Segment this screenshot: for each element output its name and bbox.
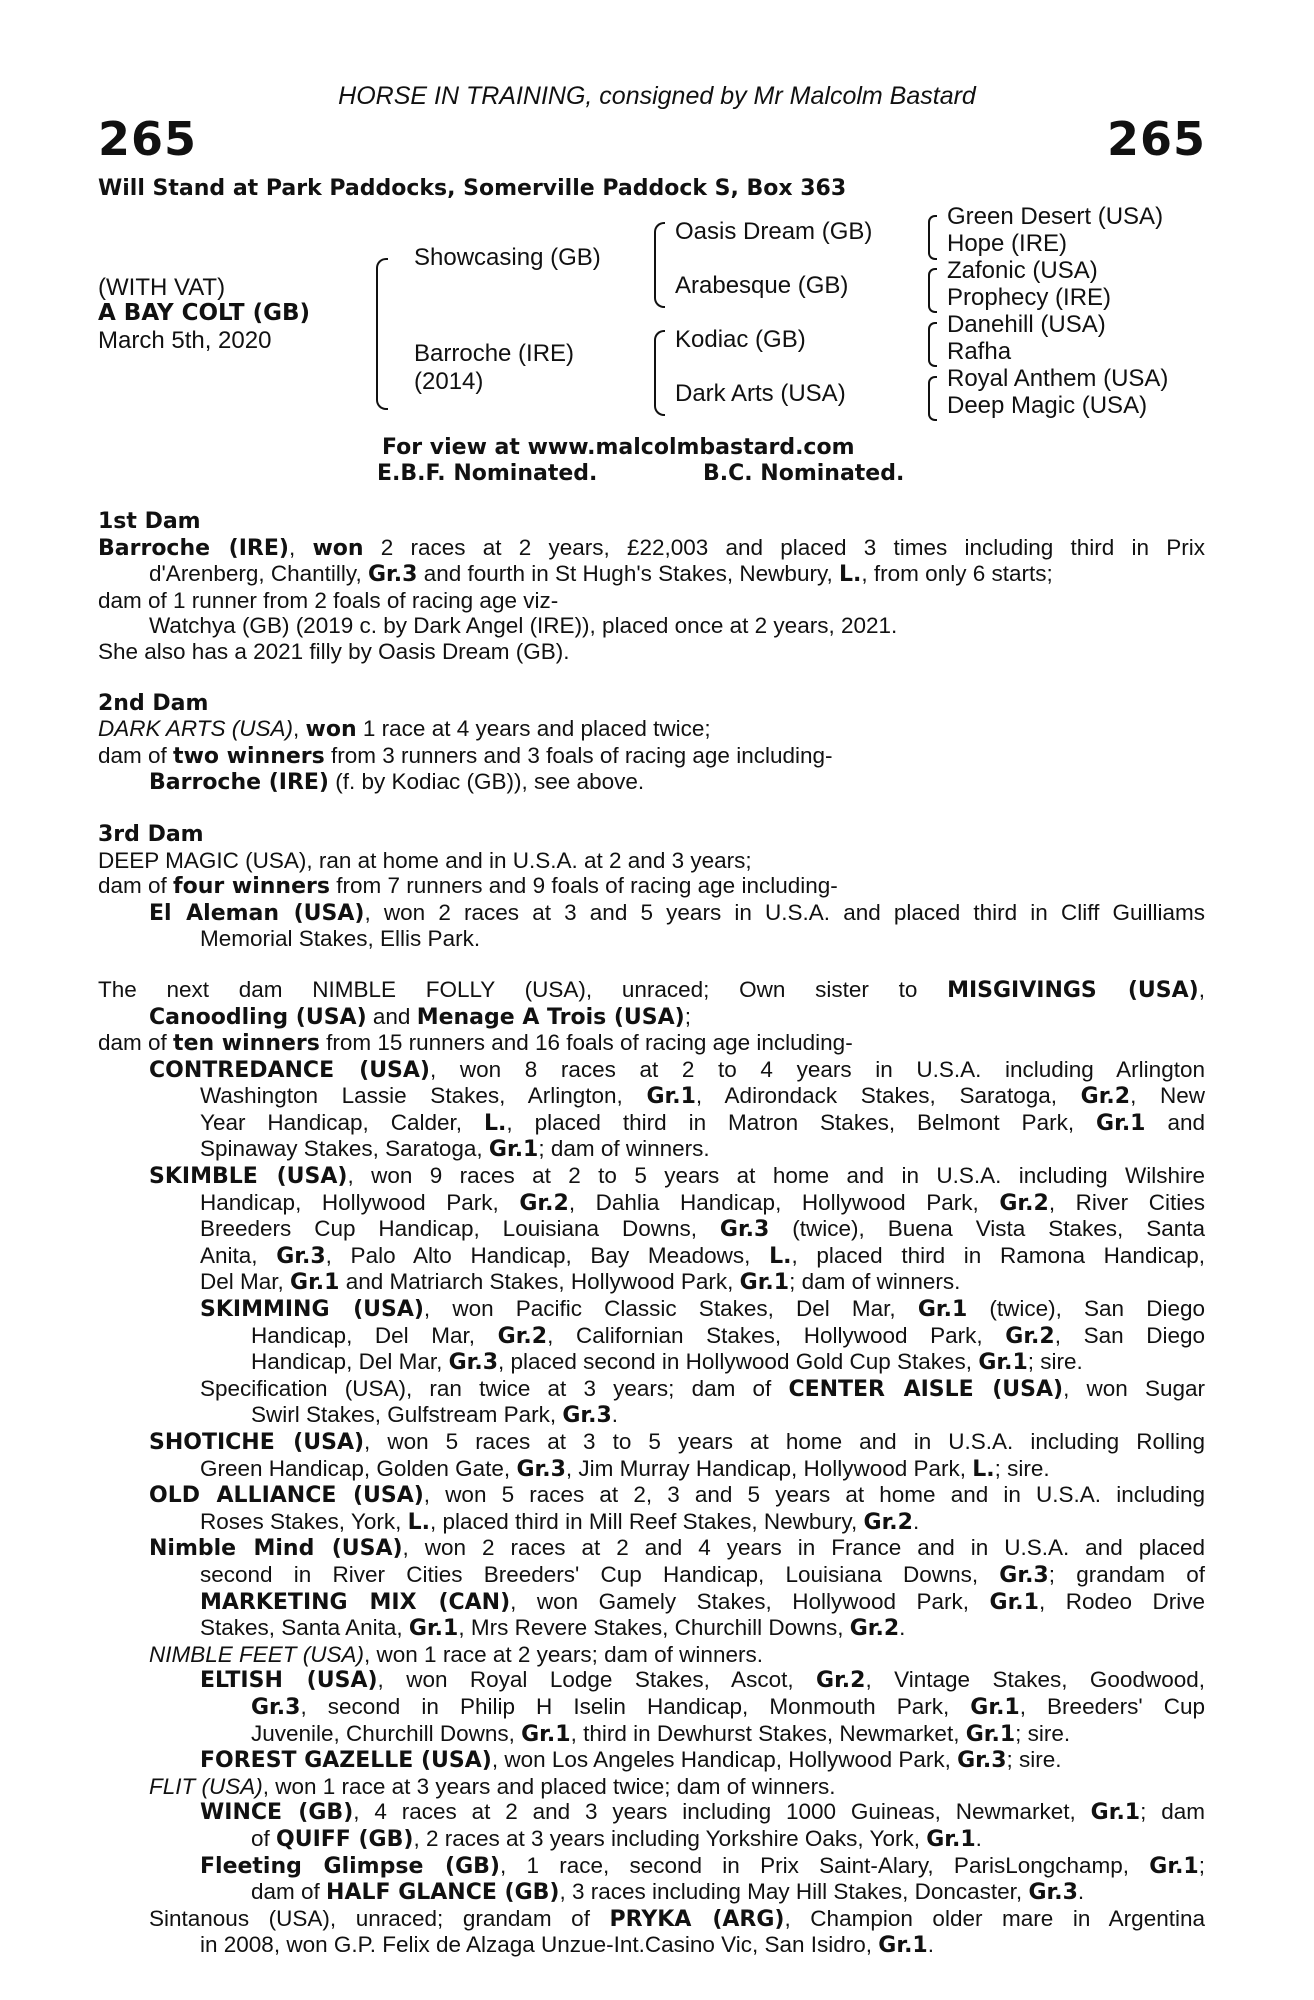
bold-text: Gr.2 [1005,1323,1055,1349]
bold-text: CENTER AISLE (USA) [788,1376,1064,1402]
text-run: , Rodeo Drive [1038,1588,1206,1614]
text-line [98,1269,1205,1296]
bold-text: 3rd Dam [98,821,204,847]
text-run: Handicap, Del Mar, [251,1349,449,1375]
horse-name: A BAY COLT (GB) [98,300,311,326]
lot-number-left: 265 [98,112,198,166]
bold-text: Gr.1 [521,1721,571,1747]
text-run: and [366,1003,417,1029]
section-heading [98,690,1205,717]
text-run: dam of [98,873,174,899]
bold-text: Gr.2 [863,1509,913,1535]
text-run: , 2 races at 3 years including Yorkshire Oaks, York, [413,1825,927,1851]
text-run: . [927,1932,934,1958]
bold-text: Gr.1 [739,1270,790,1296]
text-line [98,977,1205,1004]
text-run: ; dam [1140,1799,1205,1825]
text-run: d'Arenberg, Chantilly, [149,561,368,587]
gen3-1: Green Desert (USA) [947,203,1164,230]
bold-text: MISGIVINGS (USA) [947,977,1199,1003]
text-run: , 1 race, second in Prix Saint-Alary, ParisLongchamp, [499,1852,1150,1878]
text-run: , won 2 races at 2 and 4 years in France and in U.S.A. and placed [402,1535,1206,1561]
text-line [98,1482,1205,1509]
text-run: Handicap, Del Mar, [251,1322,498,1348]
brace-gen2-lower-top [654,330,665,372]
text-run: ; [684,1003,691,1029]
text-run: dam of 1 runner from 2 foals of racing age viz- [98,587,559,613]
bold-text: Gr.1 [646,1084,696,1110]
text-run: , Adirondack Stakes, Saratoga, [695,1083,1081,1109]
bold-text: PRYKA (ARG) [609,1906,785,1932]
text-run: Del Mar, [200,1269,291,1295]
bold-text: SHOTICHE (USA) [149,1430,365,1455]
bold-text: Gr.3 [448,1350,499,1376]
brace-gen2-lower-bottom [654,374,665,416]
text-line [98,1667,1205,1694]
brace-gen3-1b [928,240,937,260]
text-run: Roses Stakes, York, [200,1508,408,1534]
ebf-nominated: E.B.F. Nominated. [377,461,598,486]
gen3-7: Royal Anthem (USA) [947,365,1169,392]
text-run: ; grandam of [1048,1561,1205,1587]
text-run: , Jim Murray Handicap, Hollywood Park, [565,1455,973,1481]
view-website-note: For view at www.malcolmbastard.com [382,435,855,460]
text-line [98,873,1205,900]
section-heading [98,821,1205,848]
bold-text: Fleeting Glimpse (GB) [200,1853,500,1879]
brace-gen3-3 [928,322,937,349]
brace-gen3-4b [928,401,937,421]
italic-text: DARK ARTS (USA) [98,716,294,742]
text-run: dam of [251,1879,327,1905]
text-run: in 2008, won G.P. Felix de Alzaga Unzue-Int.Casino Vic, San Isidro, [200,1932,879,1958]
bold-text: Gr.1 [1090,1800,1141,1826]
text-run: , won Sugar [1063,1375,1206,1401]
dam-year: (2014) [414,368,484,395]
text-run: , third in Dewhurst Stakes, Newmarket, [570,1720,966,1746]
text-run: and fourth in St Hugh's Stakes, Newbury, [417,561,840,587]
consignment-heading: HORSE IN TRAINING, consigned by Mr Malcolm Bastard [338,82,976,110]
text-run: , won 5 races at 3 to 5 years at home and in U.S.A. including Rolling [364,1429,1205,1454]
text-run: Year Handicap, Calder, [200,1109,484,1135]
gen3-2: Hope (IRE) [947,230,1068,257]
text-line [98,1826,1205,1853]
brace-gen3-4 [928,376,937,403]
bold-text: OLD ALLIANCE (USA) [149,1483,424,1509]
gen3-4: Prophecy (IRE) [947,284,1112,311]
text-line [98,1509,1205,1536]
bold-text: Gr.2 [497,1323,548,1349]
text-run: , New [1130,1083,1206,1109]
dam: Barroche (IRE) [414,340,575,367]
lot-number-right: 265 [1106,112,1206,166]
gen3-8: Deep Magic (USA) [947,392,1148,419]
text-line [98,1402,1205,1429]
text-run: Swirl Stakes, Gulfstream Park, [251,1402,563,1428]
text-run: , Champion older mare in Argentina [784,1905,1205,1931]
bold-text: 1st Dam [98,509,201,534]
dam-sire: Kodiac (GB) [675,326,806,353]
text-run: ; dam of winners. [538,1136,710,1162]
bold-text: Gr.3 [516,1456,566,1482]
text-run: (twice), Buena Vista Stakes, Santa [769,1216,1206,1242]
text-line [98,848,1205,874]
bold-text: Gr.1 [290,1270,340,1296]
brace-gen2-upper-top [654,222,665,264]
bold-text: Gr.3 [368,562,418,588]
text-line [98,1774,1205,1800]
vat-note: (WITH VAT) [98,274,226,301]
section-3rd-dam [98,821,1205,952]
text-run: , won 1 race at 2 years; dam of winners. [364,1641,763,1667]
bold-text: CONTREDANCE (USA) [149,1057,430,1083]
stand-location: Will Stand at Park Paddocks, Somerville Paddock S, Box 363 [98,176,847,201]
text-run: (twice), San Diego [967,1296,1206,1322]
brace-gen2-upper-bottom [654,266,665,308]
text-run: from 3 runners and 3 foals of racing age including- [324,742,833,768]
text-run: , 3 races including May Hill Stakes, Doncaster, [559,1879,1029,1905]
text-run: Spinaway Stakes, Saratoga, [200,1136,489,1162]
brace-gen3-2b [928,293,937,313]
text-run: of [251,1825,277,1851]
text-line [98,1799,1205,1826]
text-line [98,561,1205,588]
text-line [98,1004,1205,1031]
text-run: . [611,1402,619,1428]
text-line [98,743,1205,770]
text-run: second in River Cities Breeders' Cup Handicap, Louisiana Downs, [200,1561,1000,1587]
bold-text: Gr.1 [1149,1853,1199,1879]
bold-text: Gr.2 [849,1616,900,1642]
bold-text: Gr.1 [878,1933,928,1959]
italic-text: NIMBLE FEET (USA) [149,1641,365,1667]
text-run: , won Los Angeles Handicap, Hollywood Park, [491,1747,958,1773]
bold-text: Gr.2 [1080,1084,1131,1110]
bold-text: L. [972,1456,995,1482]
bold-text: Gr.3 [719,1217,770,1243]
section-heading [98,508,1205,535]
text-run: . [1077,1879,1085,1905]
bold-text: Gr.3 [562,1403,612,1429]
bold-text: Gr.3 [251,1694,301,1720]
text-run: and [1145,1109,1205,1135]
bold-text: Gr.1 [488,1137,539,1163]
text-run: from 7 runners and 9 foals of racing age including- [329,873,838,899]
text-line [98,1615,1205,1642]
bold-text: Gr.2 [816,1668,866,1694]
text-run: Specification (USA), ran twice at 3 years; dam of [200,1375,789,1401]
bold-text: Gr.3 [957,1748,1007,1774]
text-run: Washington Lassie Stakes, Arlington, [200,1083,647,1109]
text-run: , from only 6 starts; [861,561,1053,587]
bold-text: Gr.2 [999,1190,1049,1216]
text-run: , Mrs Revere Stakes, Churchill Downs, [458,1615,850,1641]
text-line [98,1136,1205,1163]
text-line [98,1323,1205,1350]
text-run: , 4 races at 2 and 3 years including 1000 Guineas, Newmarket, [353,1799,1091,1825]
text-line [98,1083,1205,1110]
text-run: , [293,716,306,742]
sire-sire: Oasis Dream (GB) [675,218,873,245]
text-run: (f. by Kodiac (GB)), see above. [328,769,645,795]
text-line [98,1190,1205,1217]
bold-text: Menage A Trois (USA) [416,1004,685,1030]
bold-text: 2nd Dam [98,690,209,716]
text-line [98,1243,1205,1270]
bold-text: Gr.1 [1096,1110,1146,1136]
gen3-5: Danehill (USA) [947,311,1106,338]
bold-text: Barroche (IRE) [98,535,289,561]
text-run: , won Pacific Classic Stakes, Del Mar, [423,1296,918,1322]
dam-dam: Dark Arts (USA) [675,380,846,407]
text-run: ; sire. [1006,1747,1062,1773]
text-run: Breeders Cup Handicap, Louisiana Downs, [200,1216,720,1242]
text-line [98,1456,1205,1483]
text-line [98,1535,1205,1562]
text-run: and Matriarch Stakes, Hollywood Park, [339,1269,740,1295]
bold-text: Gr.1 [965,1721,1016,1747]
text-run: , River Cities [1048,1189,1205,1215]
text-line [98,613,1205,639]
text-run: , [288,534,313,560]
text-run: , Dahlia Handicap, Hollywood Park, [568,1189,1000,1215]
text-line [98,1906,1205,1933]
text-run: , Palo Alto Handicap, Bay Meadows, [325,1242,770,1268]
text-run: ; sire. [1027,1349,1083,1375]
text-line [98,1642,1205,1668]
text-run: Watchya (GB) (2019 c. by Dark Angel (IRE)), placed once at 2 years, 2021. [149,613,898,639]
text-line [98,1747,1205,1774]
text-line [98,1349,1205,1376]
bold-text: ELTISH (USA) [200,1668,378,1694]
bold-text: Canoodling (USA) [149,1004,367,1030]
text-run: , San Diego [1054,1322,1206,1348]
bold-text: FOREST GAZELLE (USA) [200,1748,492,1774]
text-line [98,1562,1205,1589]
bold-text: four winners [173,874,330,900]
bold-text: Gr.1 [978,1350,1028,1376]
text-run: ; dam of winners. [789,1269,961,1295]
bc-nominated: B.C. Nominated. [703,461,905,486]
foaling-date: March 5th, 2020 [98,327,272,354]
text-run: . [912,1508,920,1534]
bold-text: MARKETING MIX (CAN) [200,1589,511,1615]
text-line [98,1429,1205,1456]
text-run: , second in Philip H Iselin Handicap, Monmouth Park, [300,1693,971,1719]
text-run: Memorial Stakes, Ellis Park. [200,926,481,952]
section-1st-dam [98,508,1205,665]
text-run: , placed second in Hollywood Gold Cup Stakes, [498,1349,979,1375]
bold-text: QUIFF (GB) [276,1826,414,1852]
bold-text: L. [483,1110,507,1136]
gen3-6: Rafha [947,338,1012,365]
text-run: , won 1 race at 3 years and placed twice; dam of winners. [262,1773,836,1799]
brace-gen3-2 [928,268,937,295]
text-run: , placed third in Mill Reef Stakes, Newbury, [430,1508,864,1534]
bold-text: Gr.1 [917,1297,968,1323]
text-line [98,1879,1205,1906]
bold-text: SKIMBLE (USA) [149,1164,348,1190]
text-run: ; [1198,1852,1205,1878]
bold-text: Nimble Mind (USA) [149,1536,403,1562]
text-run: , won Gamely Stakes, Hollywood Park, [510,1588,990,1614]
text-line [98,1589,1205,1616]
bold-text: ten winners [173,1031,320,1057]
text-line [98,1721,1205,1748]
text-line [98,639,1205,665]
sire: Showcasing (GB) [414,244,601,271]
text-line [98,1296,1205,1323]
bold-text: HALF GLANCE (GB) [326,1880,560,1906]
text-run: ; sire. [994,1455,1050,1481]
brace-gen1-bottom [376,338,388,410]
section-2nd-dam [98,690,1205,796]
text-run: . [899,1615,906,1641]
bold-text: Gr.3 [1028,1880,1078,1906]
bold-text: Gr.3 [276,1243,326,1269]
text-run: , won 5 races at 2, 3 and 5 years at home and in U.S.A. including [423,1482,1206,1508]
text-run: , Californian Stakes, Hollywood Park, [547,1322,1006,1348]
bold-text: Barroche (IRE) [149,770,329,796]
text-run: 1 race at 4 years and placed twice; [356,716,711,742]
text-run: dam of [98,1030,174,1056]
bold-text: Gr.1 [970,1694,1020,1720]
bold-text: L. [769,1243,792,1269]
text-line [98,716,1205,743]
text-run: , placed third in Matron Stakes, Belmont Park, [506,1109,1097,1135]
text-run: The next dam NIMBLE FOLLY (USA), unraced; Own sister to [98,976,948,1002]
text-run: . [975,1825,982,1851]
text-run: Stakes, Santa Anita, [200,1615,409,1641]
text-run: dam of [98,742,174,768]
text-run: She also has a 2021 filly by Oasis Dream (GB). [98,638,570,664]
gen3-3: Zafonic (USA) [947,257,1098,284]
text-run: ; sire. [1015,1720,1071,1746]
text-run: 2 races at 2 years, £22,003 and placed 3 times including third in Prix [363,534,1205,560]
section-next [98,977,1205,1959]
text-run: Juvenile, Churchill Downs, [251,1720,522,1746]
bold-text: L. [839,562,862,588]
brace-gen3-1 [928,215,937,242]
text-line [98,1030,1205,1057]
bold-text: Gr.2 [519,1190,569,1216]
text-run: , placed third in Ramona Handicap, [791,1242,1205,1268]
text-line [98,1694,1205,1721]
italic-text: FLIT (USA) [149,1773,263,1799]
bold-text: Gr.1 [989,1589,1039,1615]
text-line [98,1376,1205,1403]
brace-gen1-top [376,258,388,334]
text-line [98,769,1205,796]
text-run: , [1198,976,1205,1002]
text-line [98,535,1205,562]
catalogue-body [98,508,1205,1959]
bold-text: two winners [173,743,325,769]
text-line [98,1057,1205,1084]
text-run: Sintanous (USA), unraced; grandam of [149,1905,610,1931]
text-line [98,588,1205,614]
bold-text: Gr.1 [926,1826,976,1852]
text-run: Handicap, Hollywood Park, [200,1189,520,1215]
sire-dam: Arabesque (GB) [675,272,849,299]
bold-text: L. [407,1509,430,1535]
bold-text: SKIMMING (USA) [200,1297,424,1323]
text-run: , won 8 races at 2 to 4 years in U.S.A. including Arlington [429,1056,1205,1082]
bold-text: WINCE (GB) [200,1800,354,1826]
bold-text: El Aleman (USA) [149,900,365,926]
text-line [98,1110,1205,1137]
text-line [98,926,1205,952]
bold-text: Gr.1 [408,1616,459,1642]
text-line [98,1216,1205,1243]
bold-text: won [305,717,357,743]
text-run: , won 9 races at 2 to 5 years at home and in U.S.A. including Wilshire [347,1163,1205,1189]
text-run: DEEP MAGIC (USA), ran at home and in U.S.A. at 2 and 3 years; [98,847,752,873]
text-line [98,1163,1205,1190]
text-line [98,1932,1205,1959]
text-run: Anita, [200,1242,277,1268]
text-line [98,900,1205,927]
text-run: from 15 runners and 16 foals of racing age including- [319,1030,853,1056]
text-run: , won Royal Lodge Stakes, Ascot, [377,1667,817,1693]
text-run: , Vintage Stakes, Goodwood, [865,1667,1205,1693]
text-run: , Breeders' Cup [1019,1693,1205,1719]
text-run: , won 2 races at 3 and 5 years in U.S.A. and placed third in Cliff Guilliams [364,899,1205,925]
text-line [98,1853,1205,1880]
brace-gen3-3b [928,347,937,367]
bold-text: won [312,535,364,561]
bold-text: Gr.3 [999,1562,1049,1588]
text-run: Green Handicap, Golden Gate, [200,1455,517,1481]
